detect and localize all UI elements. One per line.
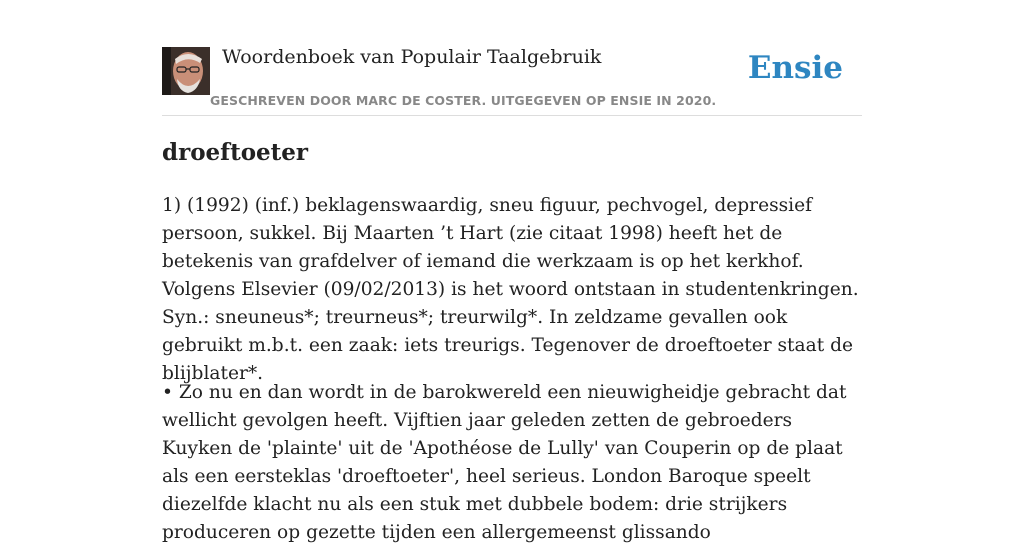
author-byline: GESCHREVEN DOOR MARC DE COSTER. UITGEGEVEN OP ENSIE IN 2020. [210,93,717,108]
author-photo-icon [162,47,210,95]
book-header [162,0,862,116]
author-avatar[interactable] [162,47,210,95]
book-title[interactable]: Woordenboek van Populair Taalgebruik [222,46,602,68]
ensie-logo[interactable]: Ensie [747,50,843,86]
entry-word-title: droeftoeter [162,139,309,166]
entry-definition: 1) (1992) (inf.) beklagenswaardig, sneu figuur, pechvogel, depressief persoon, sukkel. Bij Maarten ’t Hart (zie citaat 1998) heeft het de betekenis van grafdelver of iemand die werkzaam is op het kerkhof. Volgens Elsevier (09/02/2013) is het woord ontstaan in studentenkringen. Syn.: sneuneus*; treurneus*; treurwilg*. In zeldzame gevallen ook gebruikt m.b.t. een zaak: iets treurigs. Tegenover de droeftoeter staat de blijblater*. [162,195,859,384]
entry-quote: • Zo nu en dan wordt in de barokwereld een nieuwigheidje gebracht dat wellicht gevolgen heeft. Vijftien jaar geleden zetten de gebroeders Kuyken de 'plainte' uit de 'Apothéose de Lully' van Couperin op de plaat als een eersteklas 'droeftoeter', heel serieus. London Baroque speelt diezelfde klacht nu als een stuk met dubbele bodem: drie strijkers produceren op gezette tijden een allergemeenst glissando [162,382,847,543]
page-container [162,0,862,543]
